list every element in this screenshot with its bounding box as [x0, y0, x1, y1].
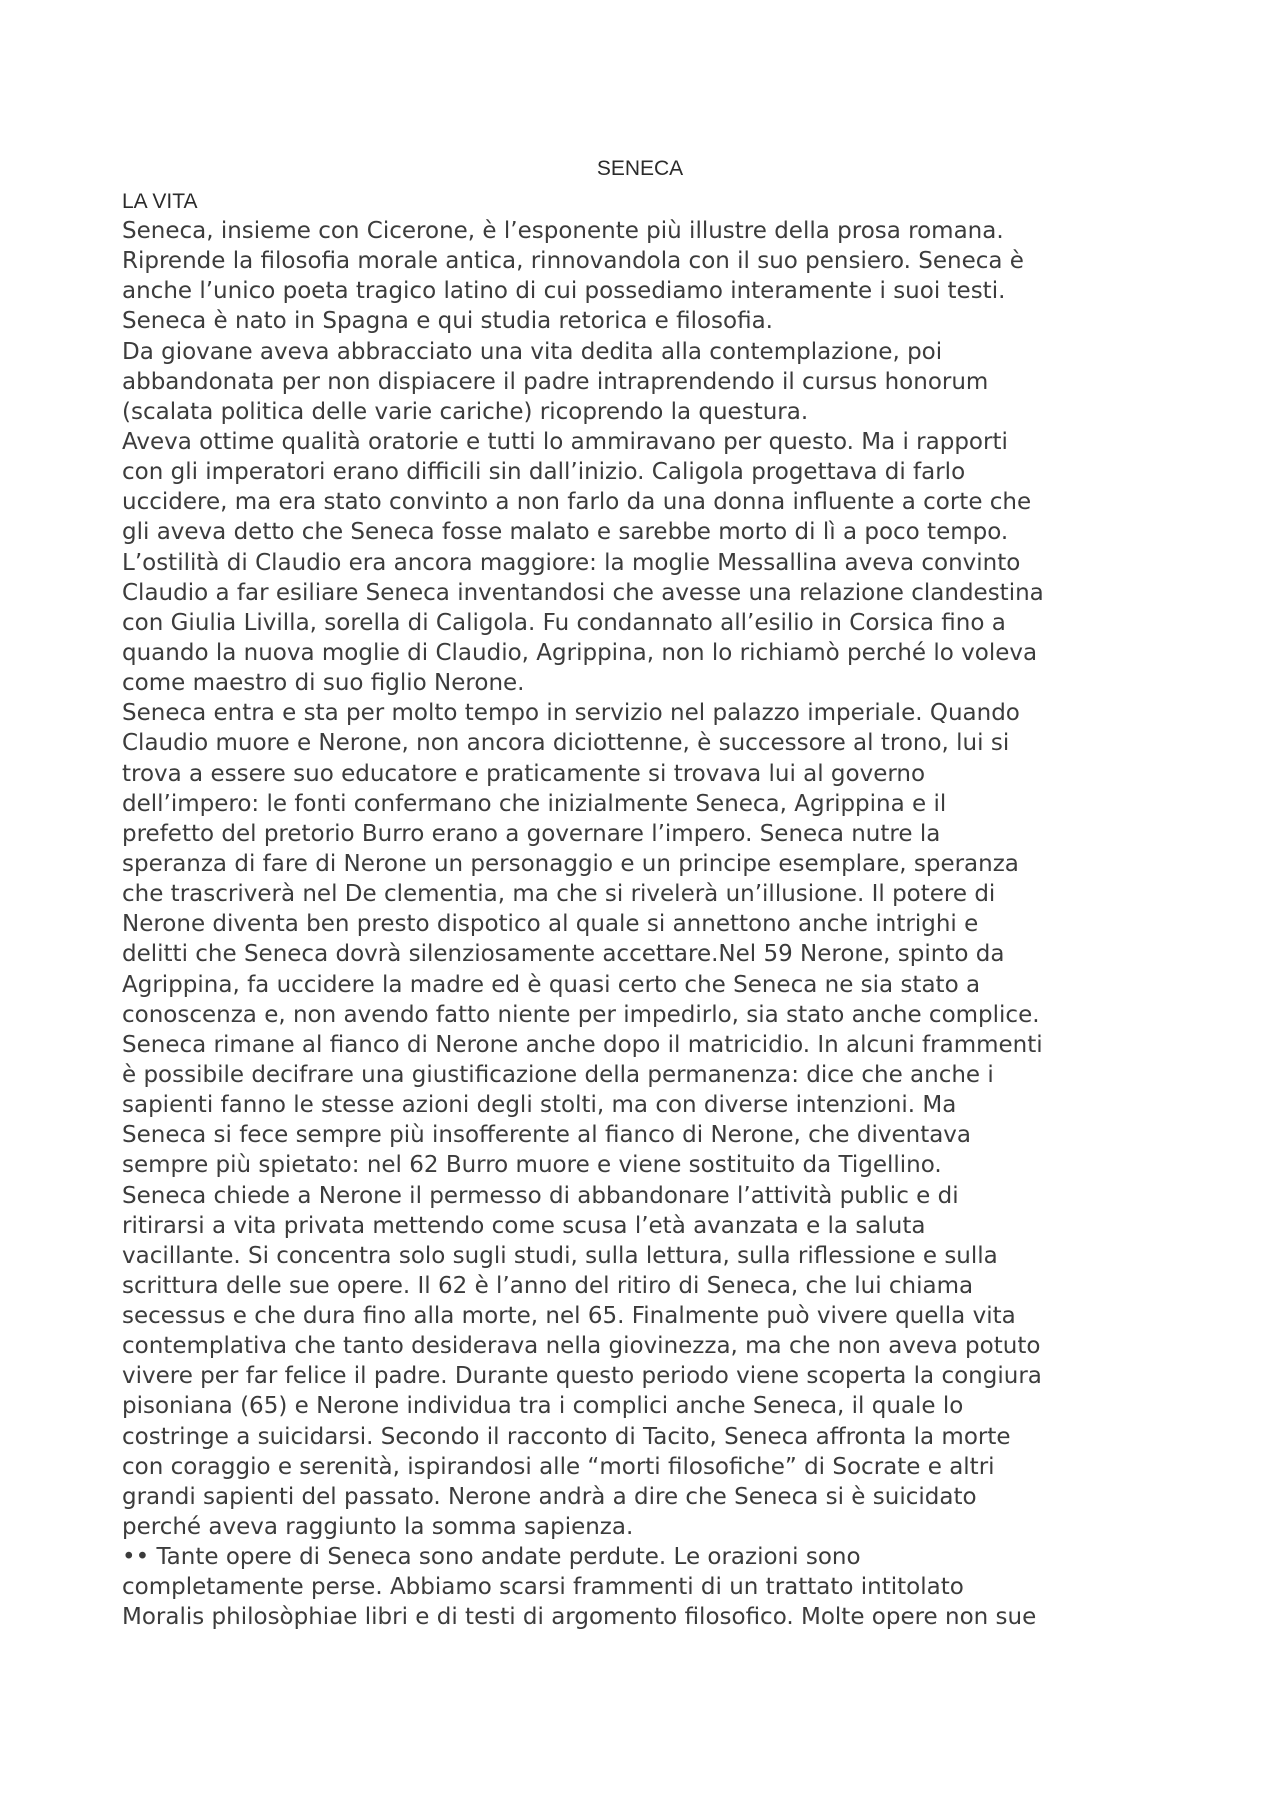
- text-line: come maestro di suo figlio Nerone.: [122, 670, 525, 697]
- text-line: Seneca, insieme con Cicerone, è l’esponente più illustre della prosa romana.: [122, 218, 1004, 244]
- text-line: con coraggio e serenità, ispirandosi alle “morti filosofiche” di Socrate e altri: [122, 1453, 995, 1480]
- text-line: Seneca si fece sempre più insofferente al fianco di Nerone, che diventava: [122, 1122, 972, 1149]
- text-line: scrittura delle sue opere. Il 62 è l’anno del ritiro di Seneca, che lui chiama: [122, 1272, 974, 1299]
- text-line: con gli imperatori erano difficili sin dall’inizio. Caligola progettava di farlo: [122, 459, 966, 486]
- text-line: vivere per far felice il padre. Durante questo periodo viene scoperta la congiura: [122, 1363, 1042, 1390]
- text-line: pisoniana (65) e Nerone individua tra i complici anche Seneca, il quale lo: [122, 1393, 964, 1420]
- text-line: Seneca chiede a Nerone il permesso di abbandonare l’attività public e di: [122, 1182, 959, 1209]
- text-line: delitti che Seneca dovrà silenziosamente accettare.Nel 59 Nerone, spinto da: [122, 941, 1005, 968]
- text-line: speranza di fare di Nerone un personaggio e un principe esemplare, speranza: [122, 850, 1019, 877]
- text-line: Agrippina, fa uccidere la madre ed è quasi certo che Seneca ne sia stato a: [122, 971, 981, 998]
- text-line: •• Tante opere di Seneca sono andate perdute. Le orazioni sono: [122, 1544, 861, 1571]
- text-line: Aveva ottime qualità oratorie e tutti lo ammiravano per questo. Ma i rapporti: [122, 428, 1008, 455]
- document-body: [122, 216, 1182, 1633]
- text-line: quando la nuova moglie di Claudio, Agrippina, non lo richiamò perché lo voleva: [122, 639, 1038, 666]
- text-line: Seneca rimane al fianco di Nerone anche dopo il matricidio. In alcuni frammenti: [122, 1031, 1043, 1058]
- section-heading-la-vita: LA VITA: [122, 190, 198, 213]
- text-line: costringe a suicidarsi. Secondo il racconto di Tacito, Seneca affronta la morte: [122, 1423, 1011, 1450]
- text-line: (scalata politica delle varie cariche) ricoprendo la questura.: [122, 398, 809, 425]
- text-line: dell’impero: le fonti confermano che inizialmente Seneca, Agrippina e il: [122, 790, 947, 817]
- text-line: L’ostilità di Claudio era ancora maggiore: la moglie Messallina aveva convinto: [122, 549, 1021, 576]
- text-line: anche l’unico poeta tragico latino di cui possediamo interamente i suoi testi.: [122, 278, 1006, 305]
- text-line: Riprende la filosofia morale antica, rinnovandola con il suo pensiero. Seneca è: [122, 248, 1024, 275]
- text-line: Da giovane aveva abbracciato una vita dedita alla contemplazione, poi: [122, 338, 943, 365]
- text-line: grandi sapienti del passato. Nerone andrà a dire che Seneca si è suicidato: [122, 1483, 977, 1510]
- text-line: secessus e che dura fino alla morte, nel 65. Finalmente può vivere quella vita: [122, 1303, 1016, 1330]
- text-line: ritirarsi a vita privata mettendo come scusa l’età avanzata e la saluta: [122, 1212, 926, 1239]
- text-line: sapienti fanno le stesse azioni degli stolti, ma con diverse intenzioni. Ma: [122, 1092, 957, 1119]
- text-line: è possibile decifrare una giustificazione della permanenza: dice che anche i: [122, 1061, 994, 1088]
- text-line: completamente perse. Abbiamo scarsi frammenti di un trattato intitolato: [122, 1574, 964, 1601]
- text-line: che trascriverà nel De clementia, ma che si rivelerà un’illusione. Il potere di: [122, 881, 996, 908]
- text-line: Seneca è nato in Spagna e qui studia retorica e filosofia.: [122, 308, 773, 335]
- text-line: Moralis philosòphiae libri e di testi di argomento filosofico. Molte opere non sue: [122, 1604, 1037, 1631]
- text-line: sempre più spietato: nel 62 Burro muore e viene sostituito da Tigellino.: [122, 1152, 942, 1179]
- text-line: prefetto del pretorio Burro erano a governare l’impero. Seneca nutre la: [122, 820, 941, 847]
- text-line: Claudio a far esiliare Seneca inventandosi che avesse una relazione clandestina: [122, 579, 1044, 606]
- text-line: vacillante. Si concentra solo sugli studi, sulla lettura, sulla riflessione e sulla: [122, 1242, 998, 1269]
- text-line: uccidere, ma era stato convinto a non farlo da una donna influente a corte che: [122, 489, 1032, 516]
- text-line: perché aveva raggiunto la somma sapienza.: [122, 1514, 634, 1541]
- text-line: Claudio muore e Nerone, non ancora diciottenne, è successore al trono, lui si: [122, 730, 1010, 757]
- text-line: Seneca entra e sta per molto tempo in servizio nel palazzo imperiale. Quando: [122, 700, 1020, 727]
- text-line: contemplativa che tanto desiderava nella giovinezza, ma che non aveva potuto: [122, 1333, 1041, 1360]
- text-line: conoscenza e, non avendo fatto niente per impedirlo, sia stato anche complice.: [122, 1001, 1040, 1028]
- text-line: abbandonata per non dispiacere il padre intraprendendo il cursus honorum: [122, 368, 989, 395]
- text-line: Nerone diventa ben presto dispotico al quale si annettono anche intrighi e: [122, 911, 979, 938]
- text-line: trova a essere suo educatore e praticamente si trovava lui al governo: [122, 760, 926, 787]
- text-line: gli aveva detto che Seneca fosse malato e sarebbe morto di lì a poco tempo.: [122, 519, 1009, 546]
- document-title: SENECA: [596, 157, 684, 180]
- text-line: con Giulia Livilla, sorella di Caligola. Fu condannato all’esilio in Corsica fino a: [122, 609, 1006, 636]
